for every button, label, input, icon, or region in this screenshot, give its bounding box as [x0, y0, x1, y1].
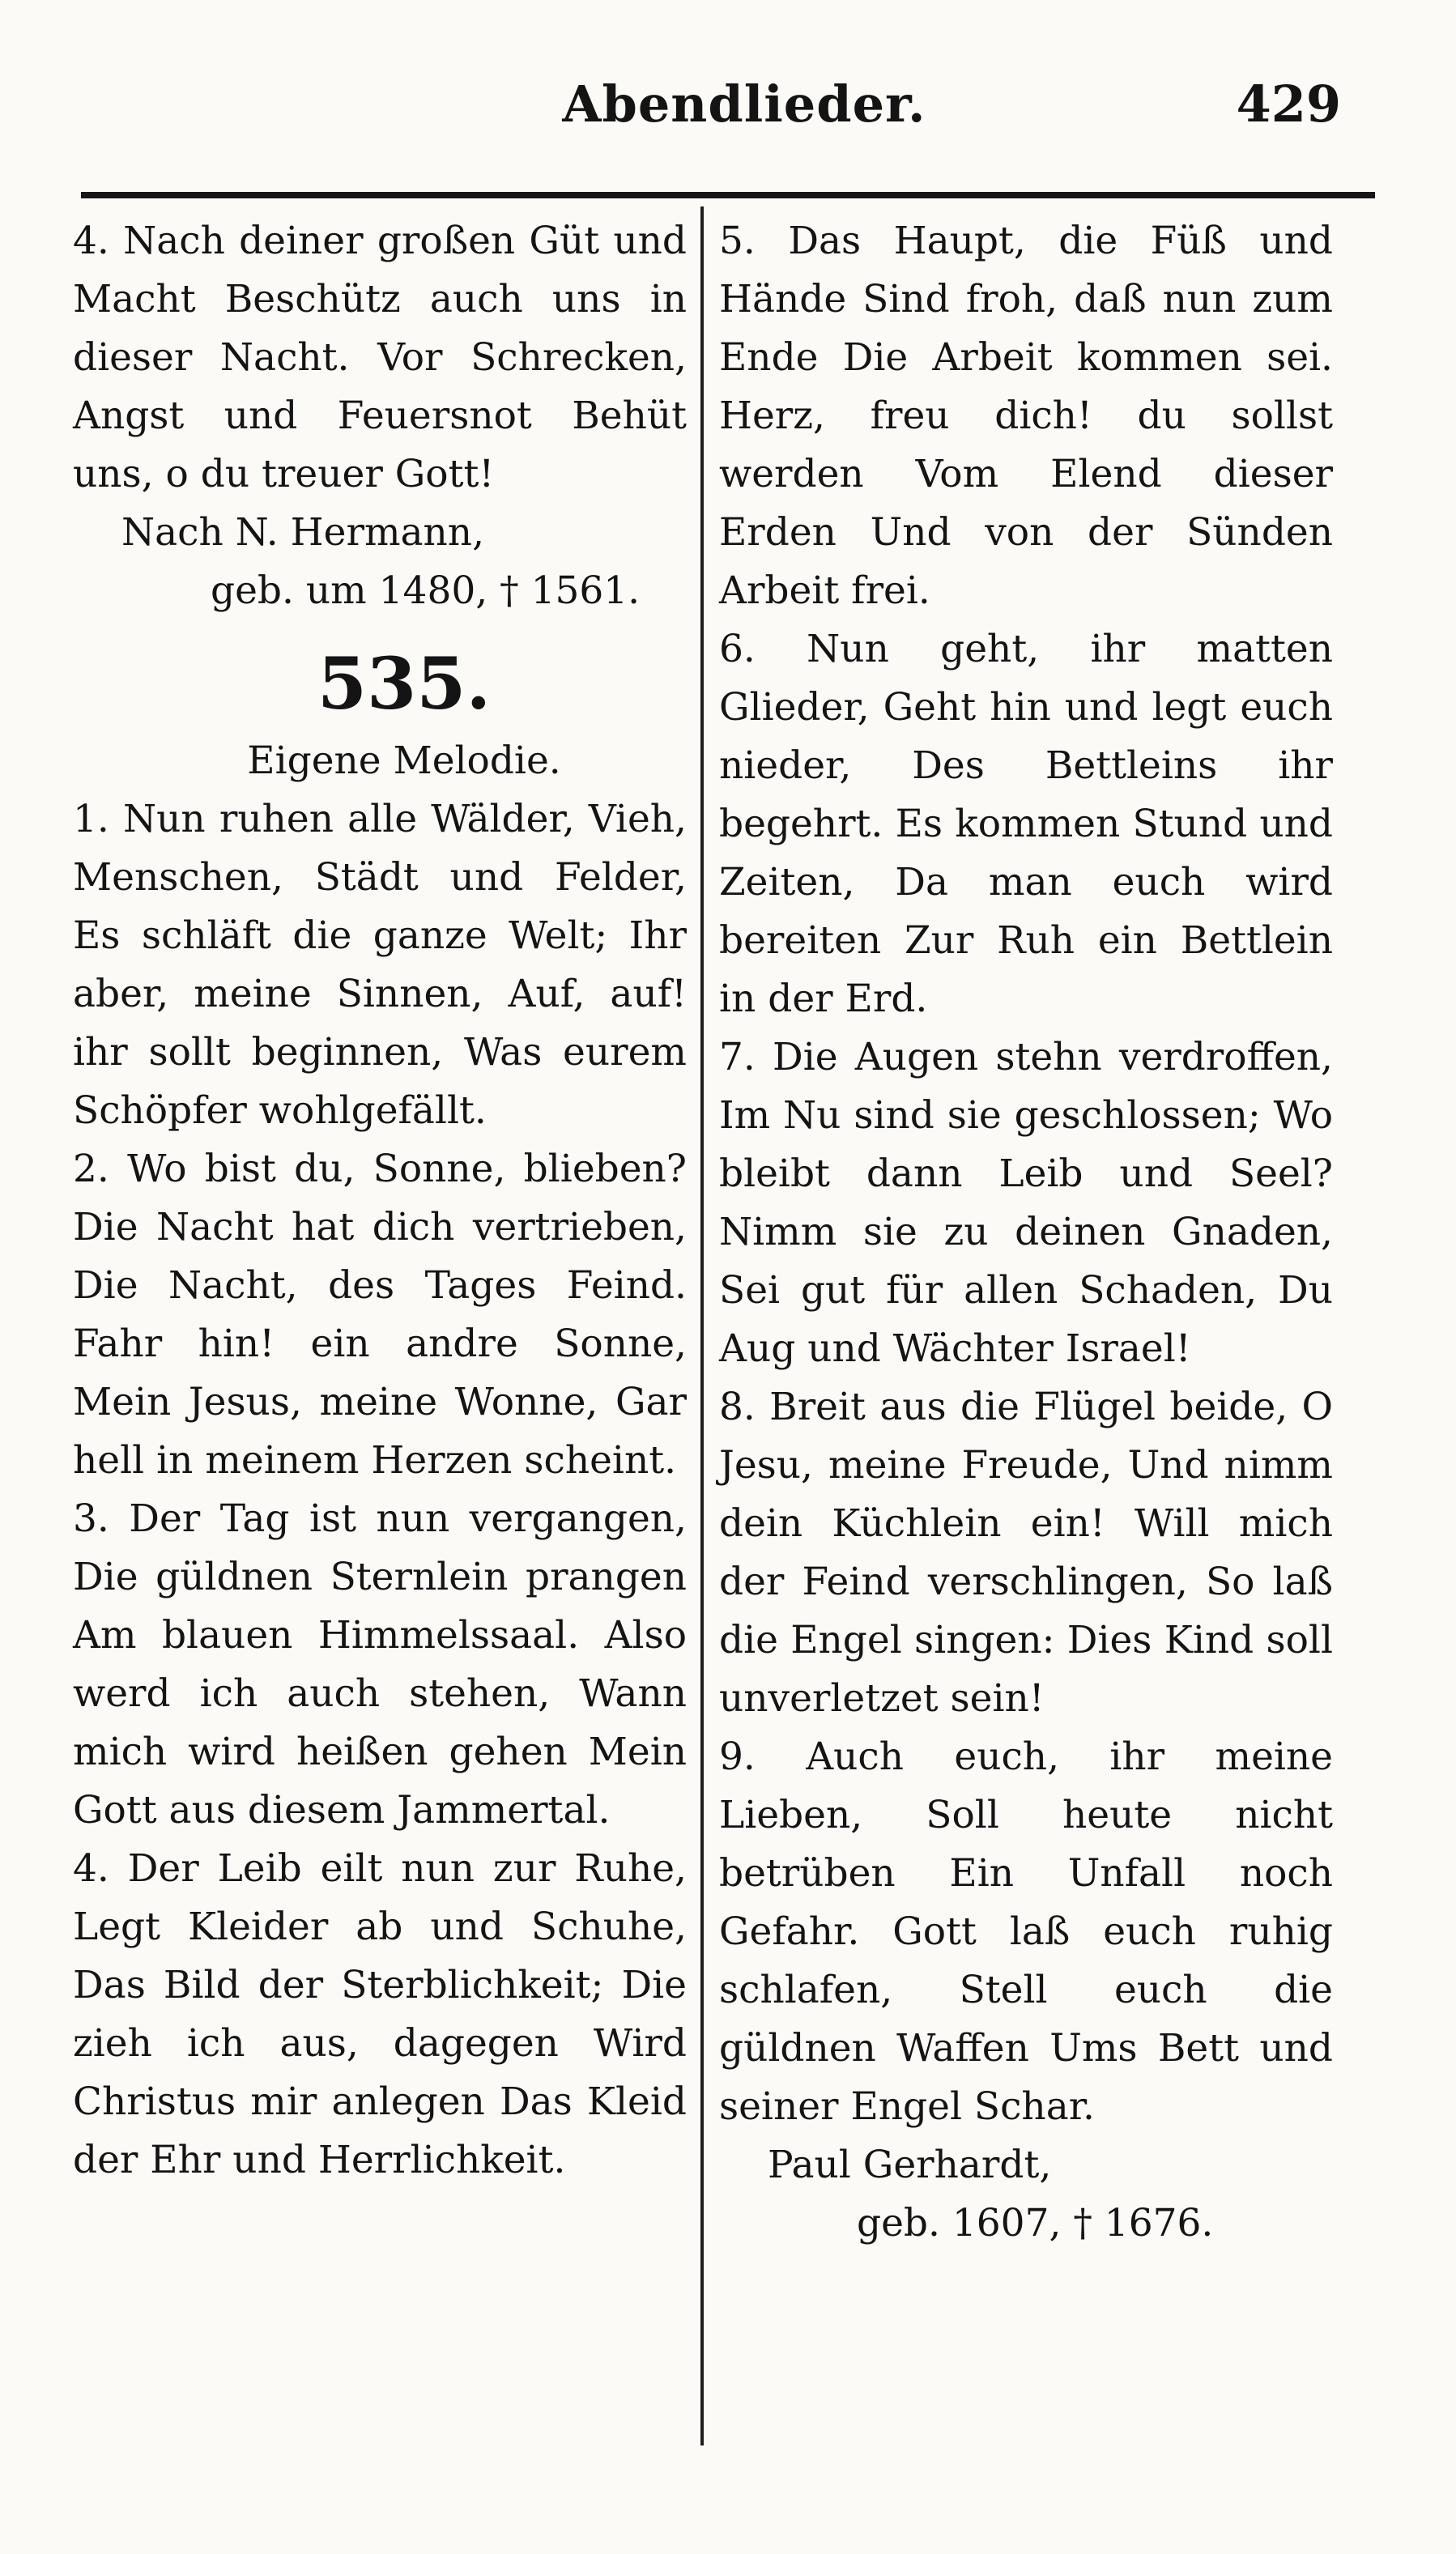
stanza-number: 4. [73, 1846, 109, 1891]
stanza-number: 2. [73, 1147, 109, 1191]
stanza [73, 212, 687, 504]
stanza [719, 1378, 1333, 1728]
stanza [719, 620, 1333, 1028]
stanza [73, 790, 687, 1140]
stanza [73, 1490, 687, 1840]
page-number: 429 [1236, 74, 1341, 134]
stanza-number: 4. [73, 219, 109, 263]
stanza [719, 1028, 1333, 1378]
stanza-number: 7. [719, 1035, 756, 1079]
stanza-number: 5. [719, 219, 756, 263]
stanza [73, 1840, 687, 2190]
author-name: Paul Gerhardt, [768, 2143, 1052, 2187]
melody-note: Eigene Melodie. [247, 739, 561, 783]
stanza [719, 1728, 1333, 2136]
running-title: Abendlieder. [562, 74, 926, 134]
stanza-text: Der Leib eilt nun zur Ruhe, Legt Kleider ab und Schuhe, Das Bild der Sterblichkeit; Die zieh ich aus, dagegen Wird Christus mir anlegen Das Kleid der Ehr und Herrlichkeit. [73, 1846, 687, 2182]
author-dates: geb. 1607, † 1676. [857, 2201, 1214, 2245]
stanza-text: Nun geht, ihr matten Glieder, Geht hin und legt euch nieder, Des Bettleins ihr begehrt. Es kommen Stund und Zeiten, Da man euch wird bereiten Zur Ruh ein Bettlein in der Erd. [719, 627, 1333, 1021]
stanza-number: 3. [73, 1496, 109, 1541]
stanza-text: Wo bist du, Sonne, blieben? Die Nacht hat dich vertrieben, Die Nacht, des Tages Feind. Fahr hin! ein andre Sonne, Mein Jesus, meine Wonne, Gar hell in meinem Herzen scheint. [73, 1147, 687, 1483]
stanza [73, 1140, 687, 1490]
stanza-number: 8. [719, 1385, 756, 1429]
header-rule [81, 192, 1375, 198]
author-name: Nach N. Hermann, [121, 510, 485, 555]
stanza-text: Breit aus die Flügel beide, O Jesu, meine Freude, Und nimm dein Küchlein ein! Will mich der Feind verschlingen, So laß die Engel singen: Dies Kind soll unverletzet sein! [719, 1385, 1333, 1721]
stanza [719, 212, 1333, 620]
stanza-number: 1. [73, 797, 109, 841]
stanza-number: 9. [719, 1735, 756, 1779]
author-dates: geb. um 1480, † 1561. [211, 568, 641, 613]
stanza-text: Der Tag ist nun vergangen, Die güldnen Sternlein prangen Am blauen Himmelssaal. Also werd ich auch stehen, Wann mich wird heißen gehen Mein Gott aus diesem Jammertal. [73, 1496, 687, 1832]
page-header [0, 0, 1456, 186]
stanza-text: Nach deiner großen Güt und Macht Beschütz auch uns in dieser Nacht. Vor Schrecken, Angst und Feuersnot Behüt uns, o du treuer Gott! [73, 219, 687, 496]
hymn-number: 535. [317, 641, 492, 726]
left-column [73, 212, 687, 2190]
stanza-text: Die Augen stehn verdroffen, Im Nu sind sie geschlossen; Wo bleibt dann Leib und Seel? Nimm sie zu deinen Gnaden, Sei gut für allen Schaden, Du Aug und Wächter Israel! [719, 1035, 1333, 1371]
stanza-text: Nun ruhen alle Wälder, Vieh, Menschen, Städt und Felder, Es schläft die ganze Welt; Ihr aber, meine Sinnen, Auf, auf! ihr sollt beginnen, Was eurem Schöpfer wohlgefällt. [73, 797, 687, 1133]
stanza-number: 6. [719, 627, 756, 671]
right-column [719, 212, 1333, 2253]
column-divider [700, 206, 704, 2445]
stanza-text: Das Haupt, die Füß und Hände Sind froh, daß nun zum Ende Die Arbeit kommen sei. Herz, freu dich! du sollst werden Vom Elend dieser Erden Und von der Sünden Arbeit frei. [719, 219, 1333, 613]
stanza-text: Auch euch, ihr meine Lieben, Soll heute nicht betrüben Ein Unfall noch Gefahr. Gott laß euch ruhig schlafen, Stell euch die güldnen Waffen Ums Bett und seiner Engel Schar. [719, 1735, 1333, 2129]
